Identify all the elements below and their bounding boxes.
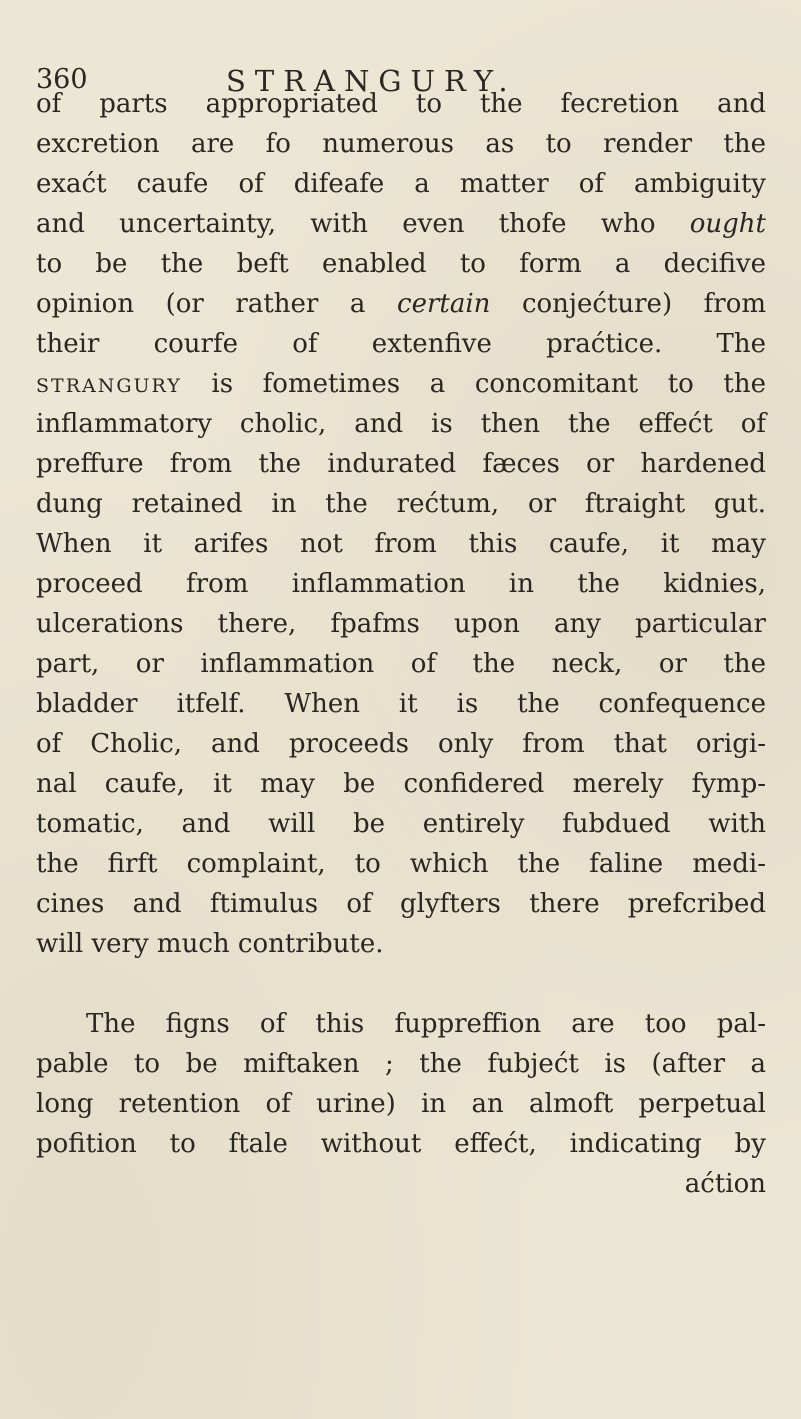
text-line: When it arifes not from this caufe, it may [36,529,766,559]
text-line [36,204,766,244]
text-segment: conjećture) from [490,289,767,319]
paragraph-2 [36,1004,766,1204]
page-number: 360 [36,64,88,95]
paragraph-1 [36,84,766,964]
text-segment: and uncertainty, with even thofe who [36,209,656,239]
text-line: cines and ftimulus of glyfters there prefcribed [36,889,766,919]
body-text [36,84,766,1204]
text-segment: is fometimes a concomitant to the [211,369,767,399]
italic-word: ought [689,209,766,239]
text-line: pable to be miftaken ; the fubjećt is (after a [36,1049,766,1079]
text-line: their courfe of extenfive praćtice. The [36,329,766,359]
paragraph-gap [36,964,766,1004]
text-line: long retention of urine) in an almoft perpetual [36,1089,766,1119]
text-line: tomatic, and will be entirely fubdued with [36,809,766,839]
text-line: preffure from the indurated fæces or hardened [36,449,766,479]
text-line: excretion are fo numerous as to render the [36,129,766,159]
italic-word: certain [397,289,491,319]
text-line: inflammatory cholic, and is then the effećt of [36,409,766,439]
text-line: ulcerations there, fpafms upon any particular [36,609,766,639]
text-line: exaćt caufe of difeafe a matter of ambiguity [36,169,766,199]
text-line: bladder itfelf. When it is the confequence [36,689,766,719]
text-segment: opinion (or rather a [36,289,366,319]
text-line: to be the beft enabled to form a decifive [36,249,766,279]
text-line: the firft complaint, to which the faline medi- [36,849,766,879]
text-line: pofition to ftale without effećt, indicating by [36,1129,766,1159]
text-line [36,364,766,404]
text-line: will very much contribute. [36,929,384,959]
text-line: of Cholic, and proceeds only from that origi- [36,729,766,759]
text-line: of parts appropriated to the fecretion and [36,89,766,119]
small-caps-word: STRANGURY [36,375,182,397]
text-line [36,284,766,324]
text-line: part, or inflammation of the neck, or the [36,649,766,679]
text-line: nal caufe, it may be confidered merely fymp- [36,769,766,799]
catchword: aćtion [684,1169,766,1199]
text-line: The figns of this fuppreffion are too pal- [86,1009,766,1039]
text-line: dung retained in the rećtum, or ftraight gut. [36,489,766,519]
text-line: proceed from inflammation in the kidnies, [36,569,766,599]
running-head: STRANGURY. [226,64,517,98]
